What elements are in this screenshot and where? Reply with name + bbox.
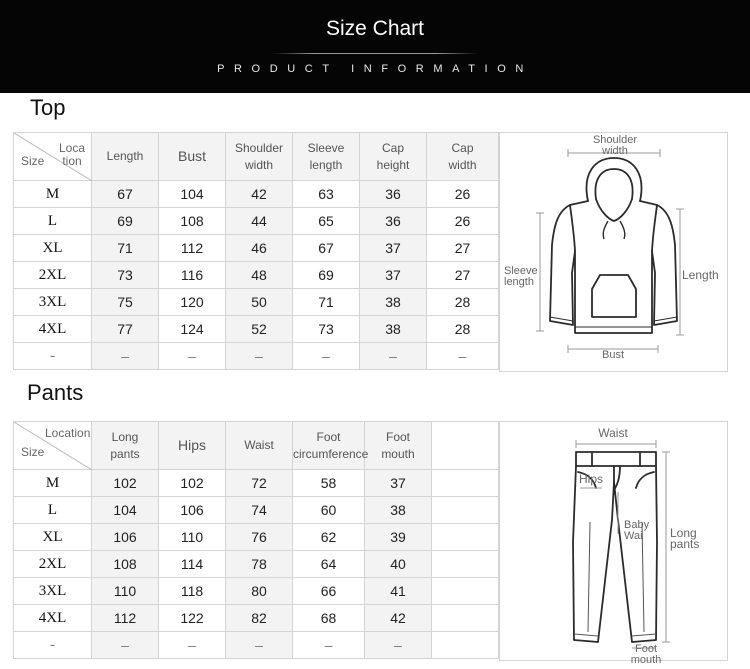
- table-cell: 41: [365, 578, 432, 605]
- table-cell: 112: [92, 605, 159, 632]
- table-cell: 38: [360, 289, 427, 316]
- empty-header-cell: [432, 422, 499, 470]
- table-cell: 124: [159, 316, 226, 343]
- table-cell: –: [92, 343, 159, 370]
- page-title: Size Chart: [325, 17, 425, 40]
- table-cell: 82: [226, 605, 293, 632]
- table-cell: –: [293, 343, 360, 370]
- table-cell: 114: [159, 551, 226, 578]
- long-pants-label: Long pants: [670, 526, 700, 551]
- top-corner-cell: [14, 133, 92, 181]
- top-header-row: [14, 133, 499, 181]
- table-row: [14, 470, 499, 497]
- pants-section-title: Pants: [27, 380, 84, 405]
- table-cell: 73: [92, 262, 159, 289]
- table-cell: 42: [365, 605, 432, 632]
- table-cell: 64: [293, 551, 365, 578]
- table-cell: –: [365, 632, 432, 659]
- table-row: [14, 208, 499, 235]
- table-cell: [432, 470, 499, 497]
- page-subtitle: PRODUCT INFORMATION: [217, 63, 533, 75]
- table-cell: 52: [226, 316, 293, 343]
- pants-size-table: [13, 421, 499, 659]
- table-row: [14, 316, 499, 343]
- table-cell: 62: [293, 524, 365, 551]
- table-cell: 37: [360, 235, 427, 262]
- table-cell: 80: [226, 578, 293, 605]
- table-row: [14, 289, 499, 316]
- table-cell: 104: [92, 497, 159, 524]
- table-cell: 38: [365, 497, 432, 524]
- table-cell: 69: [293, 262, 360, 289]
- table-cell: 36: [360, 181, 427, 208]
- table-cell: 68: [293, 605, 365, 632]
- table-cell: 108: [159, 208, 226, 235]
- table-cell: 50: [226, 289, 293, 316]
- table-cell: 76: [226, 524, 293, 551]
- table-cell: –: [427, 343, 499, 370]
- top-section-title: Top: [30, 95, 66, 120]
- table-cell: [432, 497, 499, 524]
- table-cell: 37: [360, 262, 427, 289]
- bust-label: Bust: [601, 349, 624, 361]
- table-cell: 77: [92, 316, 159, 343]
- table-row: [14, 262, 499, 289]
- table-cell: [432, 605, 499, 632]
- table-cell: 65: [293, 208, 360, 235]
- table-cell: 71: [92, 235, 159, 262]
- table-row: [14, 343, 499, 370]
- table-cell: 44: [226, 208, 293, 235]
- table-row: [14, 632, 499, 659]
- table-cell: –: [226, 632, 293, 659]
- table-cell: [432, 578, 499, 605]
- size-label: -: [14, 632, 92, 659]
- table-cell: –: [226, 343, 293, 370]
- col-header-cap-height: Cap height: [360, 133, 427, 181]
- table-cell: [432, 551, 499, 578]
- size-label: 2XL: [14, 262, 92, 289]
- table-cell: 71: [293, 289, 360, 316]
- table-cell: 66: [293, 578, 365, 605]
- table-cell: 72: [226, 470, 293, 497]
- foot-mouth-label: Foot mouth: [630, 643, 662, 666]
- length-label: Length: [682, 268, 719, 282]
- table-cell: 110: [92, 578, 159, 605]
- table-cell: 116: [159, 262, 226, 289]
- pants-diagram: [499, 421, 728, 666]
- table-cell: 75: [92, 289, 159, 316]
- table-cell: 37: [365, 470, 432, 497]
- table-cell: 36: [360, 208, 427, 235]
- table-cell: 122: [159, 605, 226, 632]
- table-cell: 102: [159, 470, 226, 497]
- size-label: 3XL: [14, 578, 92, 605]
- size-label: M: [14, 470, 92, 497]
- table-cell: –: [159, 343, 226, 370]
- table-row: [14, 551, 499, 578]
- table-cell: 108: [92, 551, 159, 578]
- size-label: 4XL: [14, 605, 92, 632]
- table-cell: –: [92, 632, 159, 659]
- table-row: [14, 605, 499, 632]
- table-cell: 74: [226, 497, 293, 524]
- baby-waist-label: Baby Wai: [624, 519, 650, 542]
- table-cell: 60: [293, 497, 365, 524]
- corner-size-label: Size: [21, 154, 45, 168]
- table-cell: [432, 632, 499, 659]
- table-row: [14, 497, 499, 524]
- size-label: XL: [14, 235, 92, 262]
- table-cell: 120: [159, 289, 226, 316]
- table-cell: 102: [92, 470, 159, 497]
- sleeve-length-label: Sleeve length: [504, 265, 538, 288]
- hoodie-illustration: [500, 133, 727, 371]
- col-header-sleeve-length: Sleeve length: [293, 133, 360, 181]
- table-cell: 67: [92, 181, 159, 208]
- table-cell: 46: [226, 235, 293, 262]
- shoulder-width-label: Shoulder width: [592, 134, 638, 157]
- col-header-hips: Hips: [159, 422, 226, 470]
- table-cell: 110: [159, 524, 226, 551]
- size-label: 4XL: [14, 316, 92, 343]
- size-label: L: [14, 497, 92, 524]
- table-row: [14, 578, 499, 605]
- table-cell: 58: [293, 470, 365, 497]
- table-row: [14, 235, 499, 262]
- table-cell: 38: [360, 316, 427, 343]
- table-cell: 63: [293, 181, 360, 208]
- table-cell: 78: [226, 551, 293, 578]
- table-cell: 27: [427, 262, 499, 289]
- size-label: 3XL: [14, 289, 92, 316]
- table-cell: 106: [159, 497, 226, 524]
- table-cell: 26: [427, 208, 499, 235]
- table-cell: [432, 524, 499, 551]
- table-cell: 27: [427, 235, 499, 262]
- size-label: -: [14, 343, 92, 370]
- pants-header-row: [14, 422, 499, 470]
- table-cell: 26: [427, 181, 499, 208]
- col-header-shoulder-width: Shoulder width: [226, 133, 293, 181]
- table-cell: 67: [293, 235, 360, 262]
- pants-corner-cell: [14, 422, 92, 470]
- table-cell: 28: [427, 289, 499, 316]
- corner-location-label: Loca tion: [59, 141, 86, 168]
- col-header-long-pants: Long pants: [92, 422, 159, 470]
- col-header-length: Length: [92, 133, 159, 181]
- corner-size-label: Size: [21, 445, 45, 459]
- table-row: [14, 524, 499, 551]
- table-cell: –: [159, 632, 226, 659]
- size-label: L: [14, 208, 92, 235]
- table-cell: –: [293, 632, 365, 659]
- size-label: XL: [14, 524, 92, 551]
- col-header-foot-mouth: Foot mouth: [365, 422, 432, 470]
- hips-label: Hips: [579, 472, 604, 486]
- size-label: 2XL: [14, 551, 92, 578]
- corner-location-label: Location: [45, 426, 91, 440]
- table-cell: 40: [365, 551, 432, 578]
- table-cell: 112: [159, 235, 226, 262]
- waist-label: Waist: [598, 426, 628, 440]
- top-size-table: [13, 132, 499, 370]
- col-header-bust: Bust: [159, 133, 226, 181]
- table-cell: 39: [365, 524, 432, 551]
- table-cell: 69: [92, 208, 159, 235]
- table-cell: 104: [159, 181, 226, 208]
- hoodie-diagram: [499, 132, 728, 372]
- table-cell: 106: [92, 524, 159, 551]
- col-header-cap-width: Cap width: [427, 133, 499, 181]
- table-row: [14, 181, 499, 208]
- header-banner: [0, 0, 750, 93]
- col-header-foot-circumference: Foot circumference: [293, 422, 365, 470]
- table-cell: 42: [226, 181, 293, 208]
- header-divider: [273, 53, 478, 54]
- col-header-waist: Waist: [226, 422, 293, 470]
- table-cell: 73: [293, 316, 360, 343]
- table-cell: 118: [159, 578, 226, 605]
- table-cell: 48: [226, 262, 293, 289]
- table-cell: 28: [427, 316, 499, 343]
- size-label: M: [14, 181, 92, 208]
- table-cell: –: [360, 343, 427, 370]
